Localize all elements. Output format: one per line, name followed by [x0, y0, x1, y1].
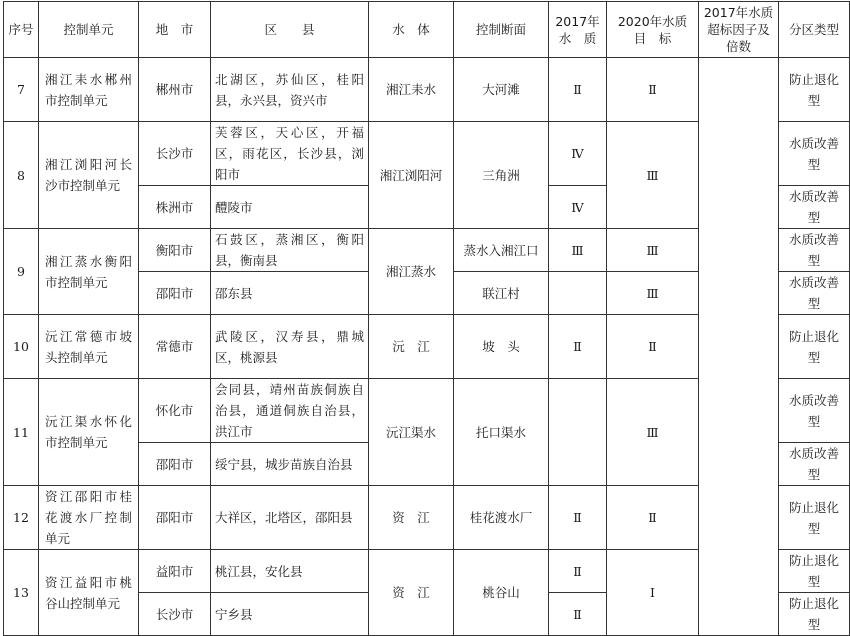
section-cell: 三角洲: [454, 122, 549, 229]
city-cell: 邵阳市: [139, 443, 211, 486]
section-cell: 托口渠水: [454, 379, 549, 486]
water-cell: 湘江耒水: [369, 58, 454, 122]
quality-cell: Ⅳ: [549, 186, 607, 229]
section-cell: 桃谷山: [454, 550, 549, 636]
table-row: [4, 58, 850, 122]
target-cell: Ⅲ: [607, 272, 699, 315]
zone-cell: 水质改善型: [779, 443, 850, 486]
section-cell: 桂花渡水厂: [454, 486, 549, 550]
city-cell: 怀化市: [139, 379, 211, 443]
target-cell: Ⅱ: [607, 486, 699, 550]
district-cell: 北湖区，苏仙区，桂阳县，永兴县，资兴市: [211, 58, 369, 122]
exceed-cell: [699, 58, 779, 636]
city-cell: 郴州市: [139, 58, 211, 122]
city-cell: 株洲市: [139, 186, 211, 229]
quality-cell: [549, 272, 607, 315]
target-cell: Ⅱ: [607, 315, 699, 379]
water-cell: 湘江蒸水: [369, 229, 454, 315]
district-cell: 大祥区，北塔区，邵阳县: [211, 486, 369, 550]
header-unit: 控制单元: [39, 2, 139, 58]
unit-cell: 沅江常德市坡头控制单元: [39, 315, 139, 379]
zone-cell: 水质改善型: [779, 229, 850, 272]
district-cell: 芙蓉区，天心区，开福区，雨花区，长沙县，浏阳市: [211, 122, 369, 186]
district-cell: 醴陵市: [211, 186, 369, 229]
seq-cell: 13: [4, 550, 39, 636]
zone-cell: 防止退化型: [779, 486, 850, 550]
water-cell: 沅江渠水: [369, 379, 454, 486]
table-body: [4, 58, 850, 636]
quality-cell: Ⅱ: [549, 550, 607, 593]
unit-cell: 资江益阳市桃谷山控制单元: [39, 550, 139, 636]
quality-cell: Ⅱ: [549, 593, 607, 636]
target-cell: Ⅲ: [607, 229, 699, 272]
zone-cell: 防止退化型: [779, 315, 850, 379]
zone-cell: 防止退化型: [779, 593, 850, 636]
quality-cell: Ⅱ: [549, 486, 607, 550]
city-cell: 衡阳市: [139, 229, 211, 272]
header-target-2020: 2020年水质 目 标: [607, 2, 699, 58]
water-cell: 资 江: [369, 550, 454, 636]
header-quality-2017: 2017年 水 质: [549, 2, 607, 58]
section-cell: 联江村: [454, 272, 549, 315]
city-cell: 常德市: [139, 315, 211, 379]
district-cell: 宁乡县: [211, 593, 369, 636]
zone-cell: 水质改善型: [779, 379, 850, 443]
unit-cell: 湘江浏阳河长沙市控制单元: [39, 122, 139, 229]
quality-cell: Ⅱ: [549, 58, 607, 122]
header-section: 控制断面: [454, 2, 549, 58]
city-cell: 邵阳市: [139, 272, 211, 315]
seq-cell: 7: [4, 58, 39, 122]
unit-cell: 资江邵阳市桂花渡水厂控制单元: [39, 486, 139, 550]
quality-cell: Ⅳ: [549, 122, 607, 186]
zone-cell: 防止退化型: [779, 550, 850, 593]
unit-cell: 湘江蒸水衡阳市控制单元: [39, 229, 139, 315]
water-cell: 沅 江: [369, 315, 454, 379]
district-cell: 桃江县，安化县: [211, 550, 369, 593]
section-cell: 蒸水入湘江口: [454, 229, 549, 272]
city-cell: 长沙市: [139, 593, 211, 636]
city-cell: 邵阳市: [139, 486, 211, 550]
district-cell: 石鼓区，蒸湘区，衡阳县，衡南县: [211, 229, 369, 272]
quality-cell: [549, 379, 607, 486]
unit-cell: 湘江耒水郴州市控制单元: [39, 58, 139, 122]
seq-cell: 9: [4, 229, 39, 315]
target-cell: Ⅱ: [607, 58, 699, 122]
district-cell: 邵东县: [211, 272, 369, 315]
city-cell: 长沙市: [139, 122, 211, 186]
water-cell: 资 江: [369, 486, 454, 550]
water-control-unit-table: [3, 1, 850, 636]
seq-cell: 10: [4, 315, 39, 379]
header-water: 水 体: [369, 2, 454, 58]
target-cell: Ⅰ: [607, 550, 699, 636]
zone-cell: 水质改善型: [779, 272, 850, 315]
water-cell: 湘江浏阳河: [369, 122, 454, 229]
city-cell: 益阳市: [139, 550, 211, 593]
target-cell: Ⅲ: [607, 379, 699, 486]
section-cell: 坡 头: [454, 315, 549, 379]
header-district: 区 县: [211, 2, 369, 58]
header-exceed: 2017年水质 超标因子及 倍数: [699, 2, 779, 58]
zone-cell: 防止退化型: [779, 58, 850, 122]
quality-cell: Ⅲ: [549, 229, 607, 272]
zone-cell: 水质改善型: [779, 122, 850, 186]
district-cell: 绥宁县，城步苗族自治县: [211, 443, 369, 486]
seq-cell: 11: [4, 379, 39, 486]
table-header: [4, 2, 850, 58]
section-cell: 大河滩: [454, 58, 549, 122]
header-city: 地 市: [139, 2, 211, 58]
header-seq: 序号: [4, 2, 39, 58]
seq-cell: 12: [4, 486, 39, 550]
quality-cell: Ⅱ: [549, 315, 607, 379]
seq-cell: 8: [4, 122, 39, 229]
unit-cell: 沅江渠水怀化市控制单元: [39, 379, 139, 486]
district-cell: 会同县，靖州苗族侗族自治县，通道侗族自治县，洪江市: [211, 379, 369, 443]
target-cell: Ⅲ: [607, 122, 699, 229]
header-zone-type: 分区类型: [779, 2, 850, 58]
zone-cell: 水质改善型: [779, 186, 850, 229]
district-cell: 武陵区，汉寿县，鼎城区，桃源县: [211, 315, 369, 379]
